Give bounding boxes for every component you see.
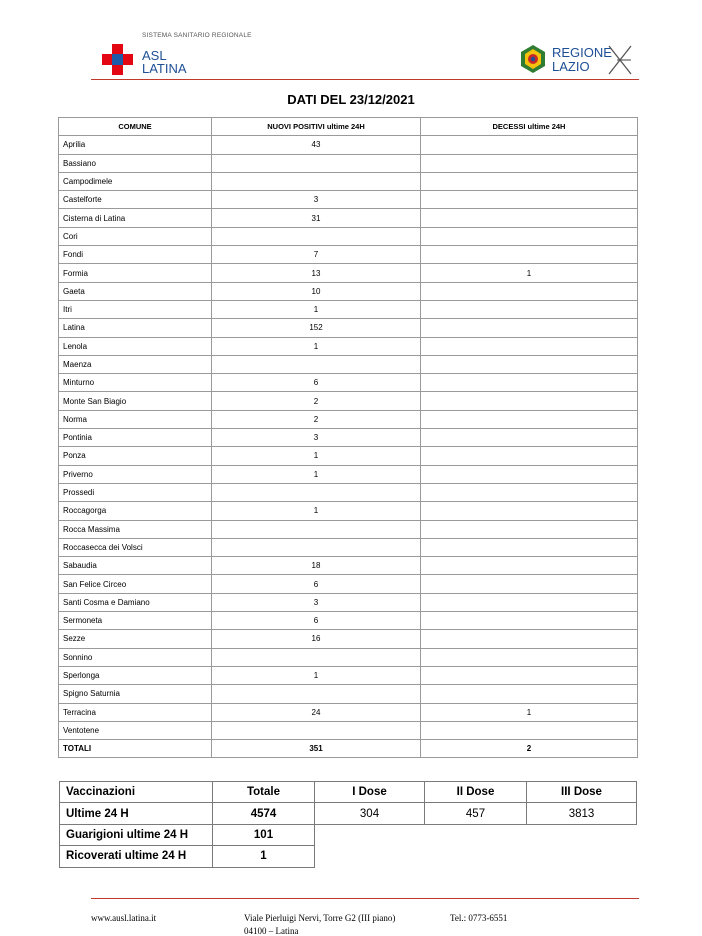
- vacc-sublabel: Ultime 24 H: [60, 803, 213, 824]
- lazio-chevron-icon: [607, 44, 633, 76]
- guarigioni-row: [60, 824, 637, 845]
- header-comune: COMUNE: [59, 118, 212, 136]
- table-row: [59, 593, 638, 611]
- cell-positivi: [212, 520, 421, 538]
- cell-positivi: 1: [212, 465, 421, 483]
- cell-decessi: [421, 410, 638, 428]
- cell-comune: Spigno Saturnia: [59, 685, 212, 703]
- cell-positivi: [212, 227, 421, 245]
- cell-decessi: [421, 666, 638, 684]
- cell-comune: Maenza: [59, 355, 212, 373]
- cell-comune: Roccasecca dei Volsci: [59, 538, 212, 556]
- table-row: [59, 538, 638, 556]
- cell-decessi: [421, 465, 638, 483]
- cell-comune: Sabaudia: [59, 557, 212, 575]
- table-row: [59, 612, 638, 630]
- cell-comune: Formia: [59, 264, 212, 282]
- table-row: [59, 319, 638, 337]
- table-row: [59, 355, 638, 373]
- table-row: [59, 337, 638, 355]
- cell-decessi: 1: [421, 703, 638, 721]
- asl-cross-icon: [102, 44, 133, 75]
- vacc-value-totale: 4574: [213, 803, 315, 824]
- cell-positivi: [212, 648, 421, 666]
- guarigioni-value: 101: [213, 824, 315, 845]
- guarigioni-label: Guarigioni ultime 24 H: [60, 824, 213, 845]
- cell-positivi: 1: [212, 502, 421, 520]
- table-row: [59, 685, 638, 703]
- cell-comune: Bassiano: [59, 154, 212, 172]
- totals-row: [59, 740, 638, 758]
- cell-comune: Cisterna di Latina: [59, 209, 212, 227]
- asl-latina-logo: [102, 32, 282, 78]
- cell-decessi: [421, 374, 638, 392]
- vacc-value-dose3: 3813: [527, 803, 637, 824]
- footer-rule: [91, 898, 639, 899]
- vacc-header-dose2: II Dose: [425, 782, 527, 803]
- cell-decessi: [421, 575, 638, 593]
- cell-decessi: [421, 172, 638, 190]
- cell-comune: Cori: [59, 227, 212, 245]
- table-row: [59, 502, 638, 520]
- cell-comune: Gaeta: [59, 282, 212, 300]
- asl-name-line2: LATINA: [142, 61, 187, 76]
- cell-comune: Fondi: [59, 246, 212, 264]
- cell-comune: Ventotene: [59, 721, 212, 739]
- cell-decessi: [421, 502, 638, 520]
- table-row: [59, 154, 638, 172]
- cell-comune: Campodimele: [59, 172, 212, 190]
- asl-subtitle: SISTEMA SANITARIO REGIONALE: [142, 32, 252, 39]
- cell-positivi: 16: [212, 630, 421, 648]
- cell-decessi: [421, 483, 638, 501]
- cell-decessi: [421, 191, 638, 209]
- cell-decessi: 1: [421, 264, 638, 282]
- asl-name-line1: ASL: [142, 48, 167, 63]
- cell-positivi: 6: [212, 575, 421, 593]
- regione-lazio-logo: [519, 44, 639, 78]
- cell-decessi: [421, 593, 638, 611]
- vacc-header-dose1: I Dose: [315, 782, 425, 803]
- cell-comune: Pontinia: [59, 429, 212, 447]
- covid-data-table: [58, 117, 638, 758]
- cell-positivi: 3: [212, 429, 421, 447]
- cell-decessi: [421, 429, 638, 447]
- table-row: [59, 666, 638, 684]
- cell-positivi: 2: [212, 410, 421, 428]
- table-row: [59, 648, 638, 666]
- cell-comune: Prossedi: [59, 483, 212, 501]
- table-row: [59, 575, 638, 593]
- cell-decessi: [421, 538, 638, 556]
- cell-comune: Sermoneta: [59, 612, 212, 630]
- cell-positivi: [212, 538, 421, 556]
- table-row: [59, 447, 638, 465]
- table-row: [59, 209, 638, 227]
- header-rule: [91, 79, 639, 80]
- cell-positivi: [212, 483, 421, 501]
- cell-decessi: [421, 136, 638, 154]
- cell-positivi: 10: [212, 282, 421, 300]
- lazio-emblem-icon: [519, 44, 547, 74]
- cell-decessi: [421, 392, 638, 410]
- cell-comune: Ponza: [59, 447, 212, 465]
- cell-comune: Lenola: [59, 337, 212, 355]
- cell-comune: Terracina: [59, 703, 212, 721]
- cell-positivi: 6: [212, 612, 421, 630]
- cell-comune: Priverno: [59, 465, 212, 483]
- cell-positivi: [212, 721, 421, 739]
- vacc-values-row: [60, 803, 637, 824]
- vacc-header-totale: Totale: [213, 782, 315, 803]
- table-row: [59, 557, 638, 575]
- cell-positivi: 24: [212, 703, 421, 721]
- totals-positivi: 351: [212, 740, 421, 758]
- cell-positivi: 3: [212, 191, 421, 209]
- ricoverati-label: Ricoverati ultime 24 H: [60, 846, 213, 867]
- vacc-header-dose3: III Dose: [527, 782, 637, 803]
- cell-decessi: [421, 282, 638, 300]
- vacc-value-dose1: 304: [315, 803, 425, 824]
- cell-comune: Latina: [59, 319, 212, 337]
- cell-comune: Sperlonga: [59, 666, 212, 684]
- header-positivi: NUOVI POSITIVI ultime 24H: [212, 118, 421, 136]
- cell-decessi: [421, 648, 638, 666]
- vacc-header-row: [60, 782, 637, 803]
- table-header-row: [59, 118, 638, 136]
- table-row: [59, 300, 638, 318]
- cell-positivi: 6: [212, 374, 421, 392]
- cell-comune: Itri: [59, 300, 212, 318]
- table-row: [59, 136, 638, 154]
- cell-decessi: [421, 355, 638, 373]
- vaccination-table: [59, 781, 637, 868]
- cell-comune: Aprilia: [59, 136, 212, 154]
- cell-decessi: [421, 630, 638, 648]
- table-row: [59, 246, 638, 264]
- table-row: [59, 703, 638, 721]
- footer-address2: 04100 – Latina: [244, 926, 299, 936]
- cell-positivi: 152: [212, 319, 421, 337]
- cell-decessi: [421, 209, 638, 227]
- cell-decessi: [421, 246, 638, 264]
- cell-positivi: 31: [212, 209, 421, 227]
- cell-comune: Castelforte: [59, 191, 212, 209]
- regione-line2: LAZIO: [552, 59, 590, 74]
- cell-positivi: 2: [212, 392, 421, 410]
- table-row: [59, 465, 638, 483]
- cell-positivi: 7: [212, 246, 421, 264]
- header-decessi: DECESSI ultime 24H: [421, 118, 638, 136]
- cell-positivi: 1: [212, 666, 421, 684]
- cell-positivi: [212, 685, 421, 703]
- table-row: [59, 483, 638, 501]
- cell-comune: Sezze: [59, 630, 212, 648]
- cell-positivi: 3: [212, 593, 421, 611]
- cell-comune: Rocca Massima: [59, 520, 212, 538]
- table-row: [59, 227, 638, 245]
- table-row: [59, 191, 638, 209]
- table-row: [59, 429, 638, 447]
- table-row: [59, 172, 638, 190]
- table-row: [59, 264, 638, 282]
- cell-decessi: [421, 685, 638, 703]
- cell-positivi: [212, 154, 421, 172]
- table-row: [59, 520, 638, 538]
- cell-positivi: 1: [212, 337, 421, 355]
- vacc-label: Vaccinazioni: [60, 782, 213, 803]
- cell-decessi: [421, 557, 638, 575]
- cell-positivi: 18: [212, 557, 421, 575]
- cell-positivi: [212, 355, 421, 373]
- cell-comune: San Felice Circeo: [59, 575, 212, 593]
- ricoverati-value: 1: [213, 846, 315, 867]
- table-row: [59, 630, 638, 648]
- cell-decessi: [421, 227, 638, 245]
- table-row: [59, 392, 638, 410]
- cell-positivi: [212, 172, 421, 190]
- cell-decessi: [421, 337, 638, 355]
- footer-address: Viale Pierluigi Nervi, Torre G2 (III piano): [244, 913, 396, 923]
- cell-comune: Norma: [59, 410, 212, 428]
- cell-decessi: [421, 447, 638, 465]
- cell-positivi: 1: [212, 447, 421, 465]
- cell-comune: Roccagorga: [59, 502, 212, 520]
- cell-comune: Minturno: [59, 374, 212, 392]
- cell-decessi: [421, 520, 638, 538]
- cell-decessi: [421, 721, 638, 739]
- table-row: [59, 374, 638, 392]
- cell-comune: Sonnino: [59, 648, 212, 666]
- cell-decessi: [421, 154, 638, 172]
- cell-comune: Santi Cosma e Damiano: [59, 593, 212, 611]
- ricoverati-row: [60, 846, 637, 867]
- totals-label: TOTALI: [59, 740, 212, 758]
- vacc-value-dose2: 457: [425, 803, 527, 824]
- totals-decessi: 2: [421, 740, 638, 758]
- cell-positivi: 1: [212, 300, 421, 318]
- cell-decessi: [421, 612, 638, 630]
- cell-decessi: [421, 300, 638, 318]
- cell-positivi: 13: [212, 264, 421, 282]
- table-row: [59, 282, 638, 300]
- document-title: DATI DEL 23/12/2021: [287, 92, 415, 107]
- table-row: [59, 410, 638, 428]
- footer-tel: Tel.: 0773-6551: [450, 913, 508, 923]
- cell-positivi: 43: [212, 136, 421, 154]
- regione-line1: REGIONE: [552, 45, 612, 60]
- cell-comune: Monte San Biagio: [59, 392, 212, 410]
- footer-website[interactable]: www.ausl.latina.it: [91, 913, 157, 923]
- table-row: [59, 721, 638, 739]
- cell-decessi: [421, 319, 638, 337]
